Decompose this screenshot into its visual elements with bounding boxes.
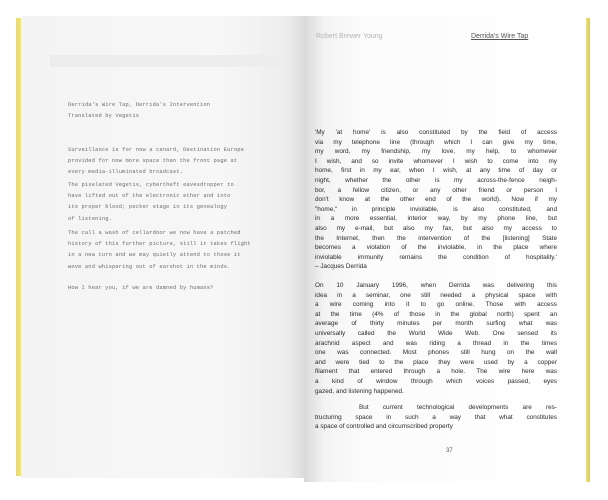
typewritten-line: wove and whispering out of earshot in the minds. <box>68 263 231 270</box>
text-line: On 10 January 1996, when Derrida was delivering this <box>315 282 557 289</box>
typewritten-line: its proper blood; pecker stage in its genealogy <box>68 204 228 211</box>
paragraph-1 <box>315 281 557 396</box>
text-line: But current technological developments are res- <box>359 404 557 411</box>
text-line: becomes a violation of the inviolable, in the place where <box>315 244 557 252</box>
derrida-quote <box>315 128 557 272</box>
text-line: home, first in my ear, when I wish, at any time of day or <box>315 167 557 175</box>
text-line: filament that entered through a hole. The wire here was <box>315 368 557 376</box>
text-line: at the time (4% of those in the global north) spent an <box>315 310 557 318</box>
running-head-title: Derrida's Wire Tap <box>471 33 529 40</box>
text-line: and were tied to the place they were used by a copper <box>315 358 557 366</box>
page-number: 37 <box>446 448 453 454</box>
text-line: inviolable immunity remains the condition of hospitality.' <box>315 253 557 261</box>
typewritten-line: The call a wash of cellardoor we now have a patched <box>68 230 241 236</box>
text-line: the Internet, then the intervention of the [listening] State <box>315 234 557 242</box>
typewritten-line: have lifted out of the electronic ether and into <box>68 193 231 200</box>
text-line: average of thirty minutes per month surfing what was <box>315 320 557 328</box>
text-line: idea in a seminar, one still needed a physical space with <box>315 291 557 299</box>
typewritten-line: provided for now more space than the front page at <box>68 158 238 165</box>
typewritten-paragraph <box>68 100 210 122</box>
text-line: tructuring space in such a way that what constitutes <box>315 413 557 421</box>
text-line: 'My 'at home' is also constituted by the field of access <box>315 129 557 136</box>
typewritten-paragraph <box>68 283 214 294</box>
text-line: – Jacques Derrida <box>315 263 367 271</box>
paragraph-2 <box>315 403 557 432</box>
text-line: in a more essential, interior way, by my phone line, but <box>315 215 557 223</box>
typewritten-line: The pixelated Vegetis, cybertheft eavesdropper to <box>68 182 234 188</box>
typewritten-line: in a new turn and we may quietly attend to those it <box>68 252 241 259</box>
typewritten-line: Derrida's Wire Tap, Derrida's Intervention <box>68 102 211 108</box>
text-line: also my e-mail, but also my fax, but also my access to <box>315 224 557 232</box>
text-line: arachnid aspect and was riding a thread in the times <box>315 339 557 347</box>
text-line: my word, my friendship, my love, my help, to whomever <box>315 148 557 156</box>
text-line: one was connected. Most phones still hung on the wall <box>315 349 557 357</box>
typewritten-line: Translated by Vegetis <box>68 113 140 120</box>
text-line: "home," in principle inviolable, is also constituted, and <box>315 205 557 213</box>
typewritten-line: of listening. <box>68 215 113 222</box>
text-line: bor, a fellow citizen, or any other friend or person I <box>315 186 557 194</box>
typewritten-line: history of this further picture, still it takes flight <box>68 241 251 248</box>
typewritten-paragraph <box>68 180 234 225</box>
text-line: universally called the World Wide Web. One sensed its <box>315 329 557 337</box>
typewritten-paragraph <box>68 145 244 179</box>
typewritten-line: Surveillance is for now a canard, Destination Europe <box>68 147 245 153</box>
running-head-author: Robert Brewer Young <box>316 33 383 40</box>
typewritten-line: How I hear you, if we are damned by humans? <box>68 285 214 291</box>
text-line: don't know at the other end of the world). Now if my <box>315 196 557 204</box>
typewritten-paragraph <box>68 228 251 273</box>
show-through-band <box>50 55 280 67</box>
text-line: a wire coming into it to go online. Those with access <box>315 301 557 309</box>
text-line: night, whether the other is my across-the-fence neigh- <box>315 176 557 184</box>
text-line: via my telephone line (through which I can give my time, <box>315 138 557 146</box>
text-line: gazed, and listening happened. <box>315 387 404 395</box>
typewritten-line: every media-illuminated broadcast. <box>68 169 184 176</box>
text-line: a space of controlled and circumscribed property <box>315 423 453 431</box>
text-line: a kind of window through which voices passed, eyes <box>315 377 557 385</box>
text-line: I wish, and so invite whomever I wish to come into my <box>315 157 557 165</box>
